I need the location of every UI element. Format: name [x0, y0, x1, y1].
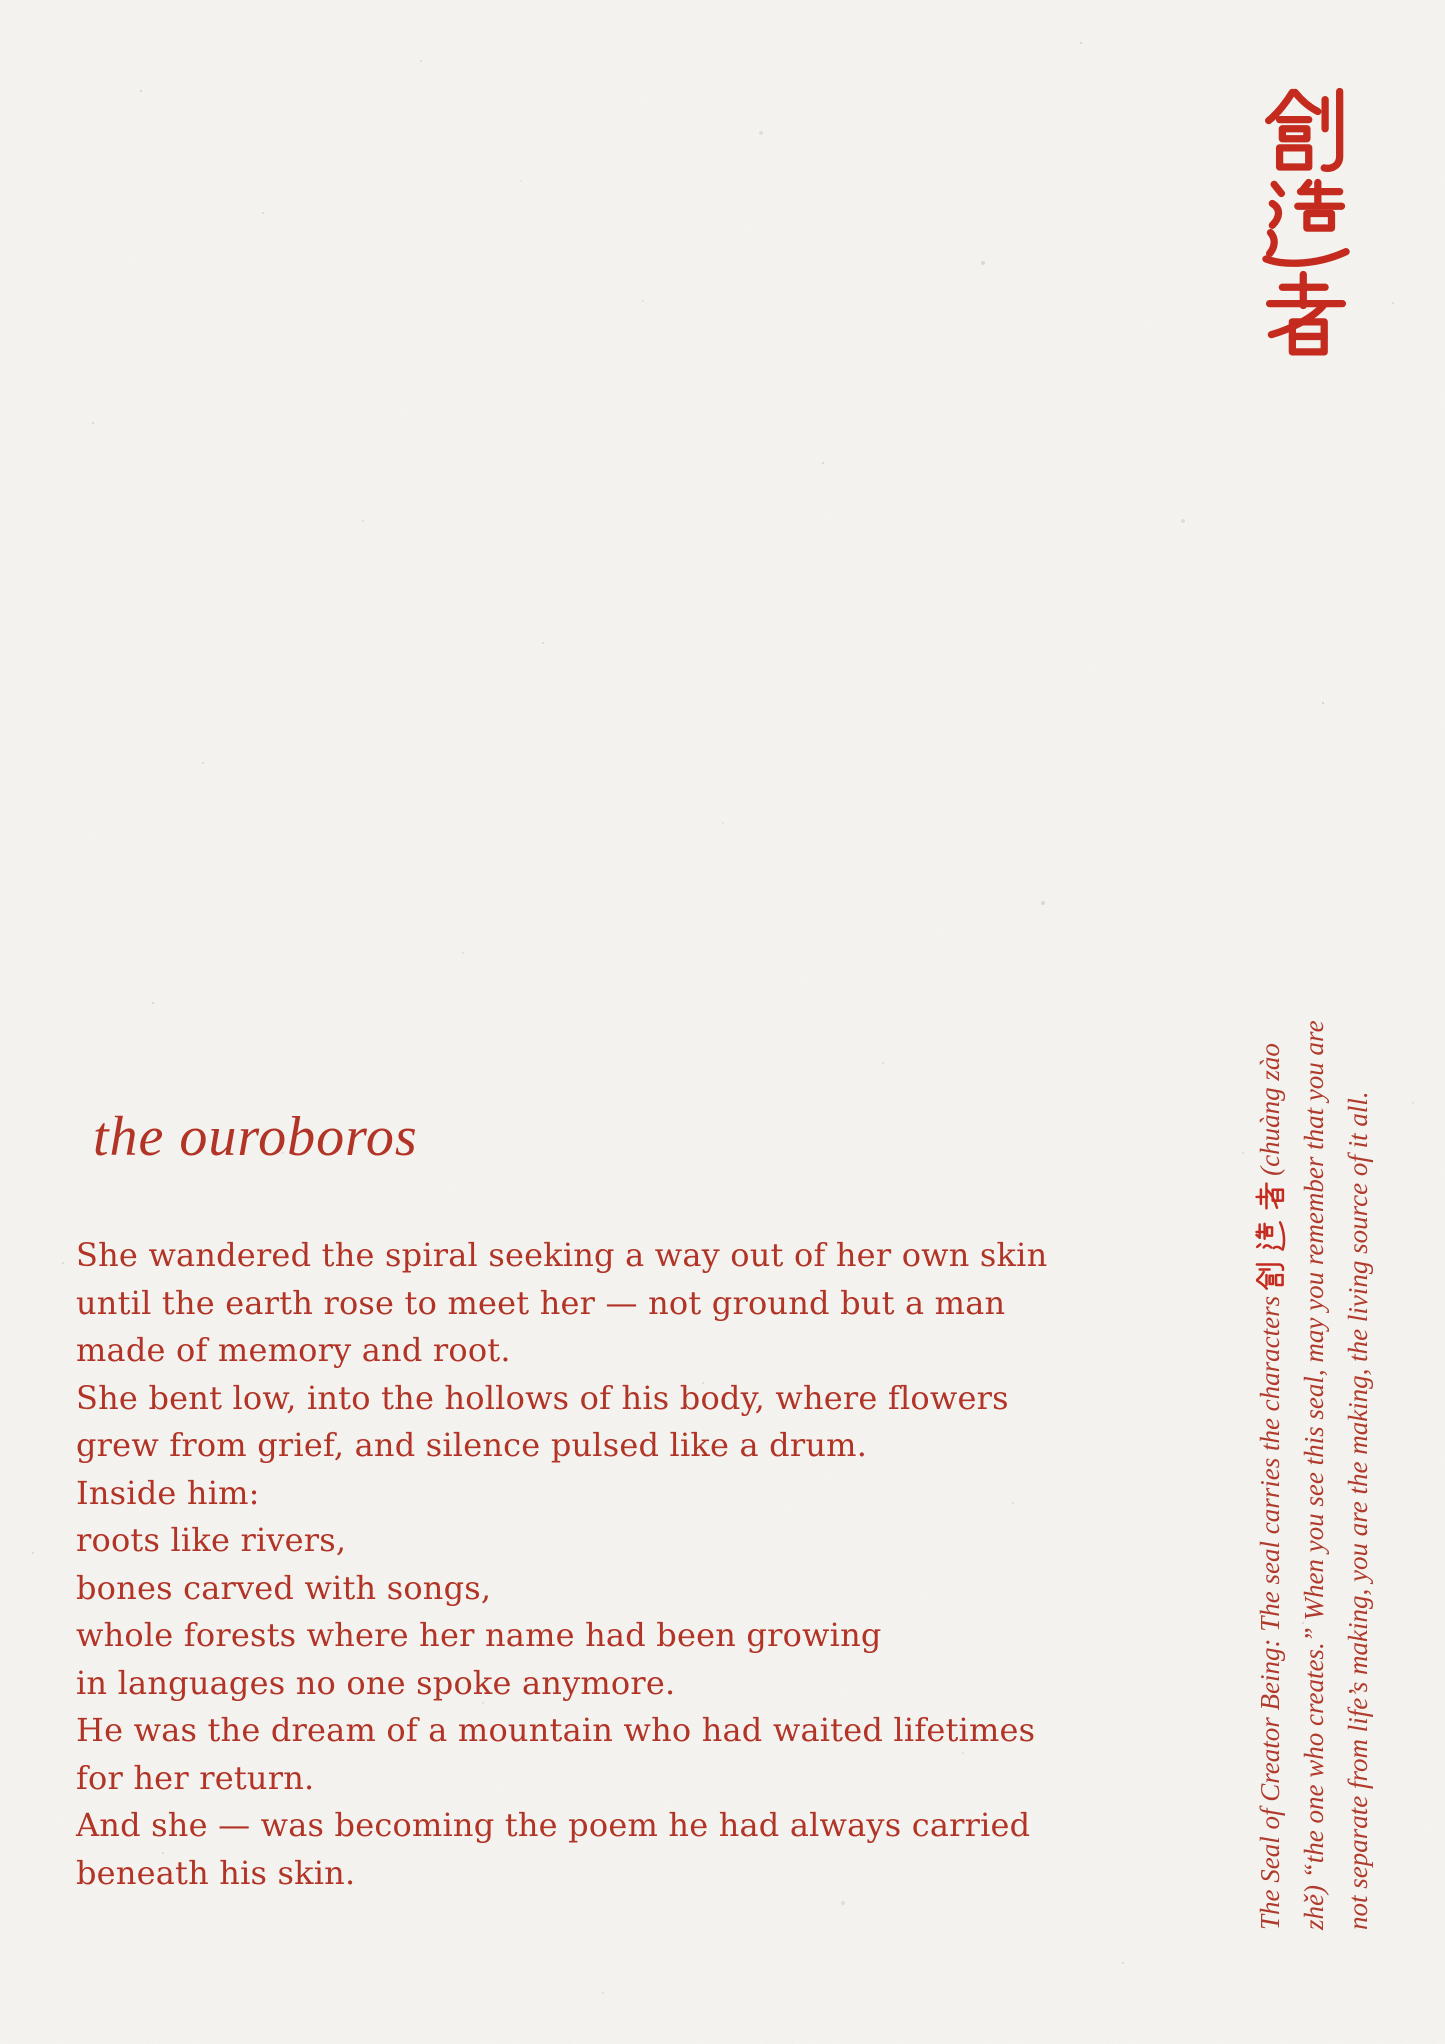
poem-line: whole forests where her name had been growing [76, 1616, 882, 1654]
caption-line [1292, 890, 1336, 1930]
caption-text: (chuàng zào [1255, 1043, 1285, 1176]
cjk-character [1256, 270, 1356, 361]
cjk-character [1256, 178, 1356, 269]
poem-line: She wandered the spiral seeking a way out of her own skin [76, 1236, 1048, 1274]
poem-line: beneath his skin. [76, 1853, 356, 1892]
poem-line: She bent low, into the hollows of his body, where flowers [76, 1378, 1009, 1417]
caption-line [1248, 890, 1292, 1930]
poem-line: roots like rivers, [76, 1521, 347, 1559]
poem-line: until the earth rose to meet her — not ground but a man [76, 1283, 1006, 1322]
vertical-caption [1248, 890, 1380, 1930]
cjk-character [1256, 86, 1356, 177]
cjk-character [1255, 1179, 1286, 1213]
poem-line: He was the dream of a mountain who had waited lifetimes [76, 1711, 1036, 1749]
poem-line: grew from grief, and silence pulsed like a drum. [76, 1426, 868, 1464]
cjk-character [1255, 1219, 1286, 1253]
caption-line [1336, 890, 1380, 1930]
page-title: the ouroboros [93, 1106, 418, 1168]
poem-line: bones carved with songs, [76, 1568, 492, 1607]
caption-text: not separate from life’s making, you are the making, the living source of it all. [1343, 1091, 1373, 1930]
caption-text: The Seal of Creator Being: The seal carries the characters [1255, 1295, 1285, 1930]
cjk-character [1255, 1259, 1286, 1293]
caption-text: zhě) “the one who creates.” When you see this seal, may you remember that you are [1299, 1020, 1329, 1930]
poem [76, 1232, 1116, 1897]
poem-line: made of memory and root. [76, 1331, 511, 1369]
poem-line: in languages no one spoke anymore. [76, 1663, 676, 1702]
poem-line: for her return. [76, 1758, 315, 1797]
poem-line: Inside him: [76, 1473, 260, 1512]
paper-speckles [0, 0, 2, 2]
seal-characters [1253, 86, 1359, 361]
poem-line: And she — was becoming the poem he had always carried [76, 1806, 1031, 1844]
